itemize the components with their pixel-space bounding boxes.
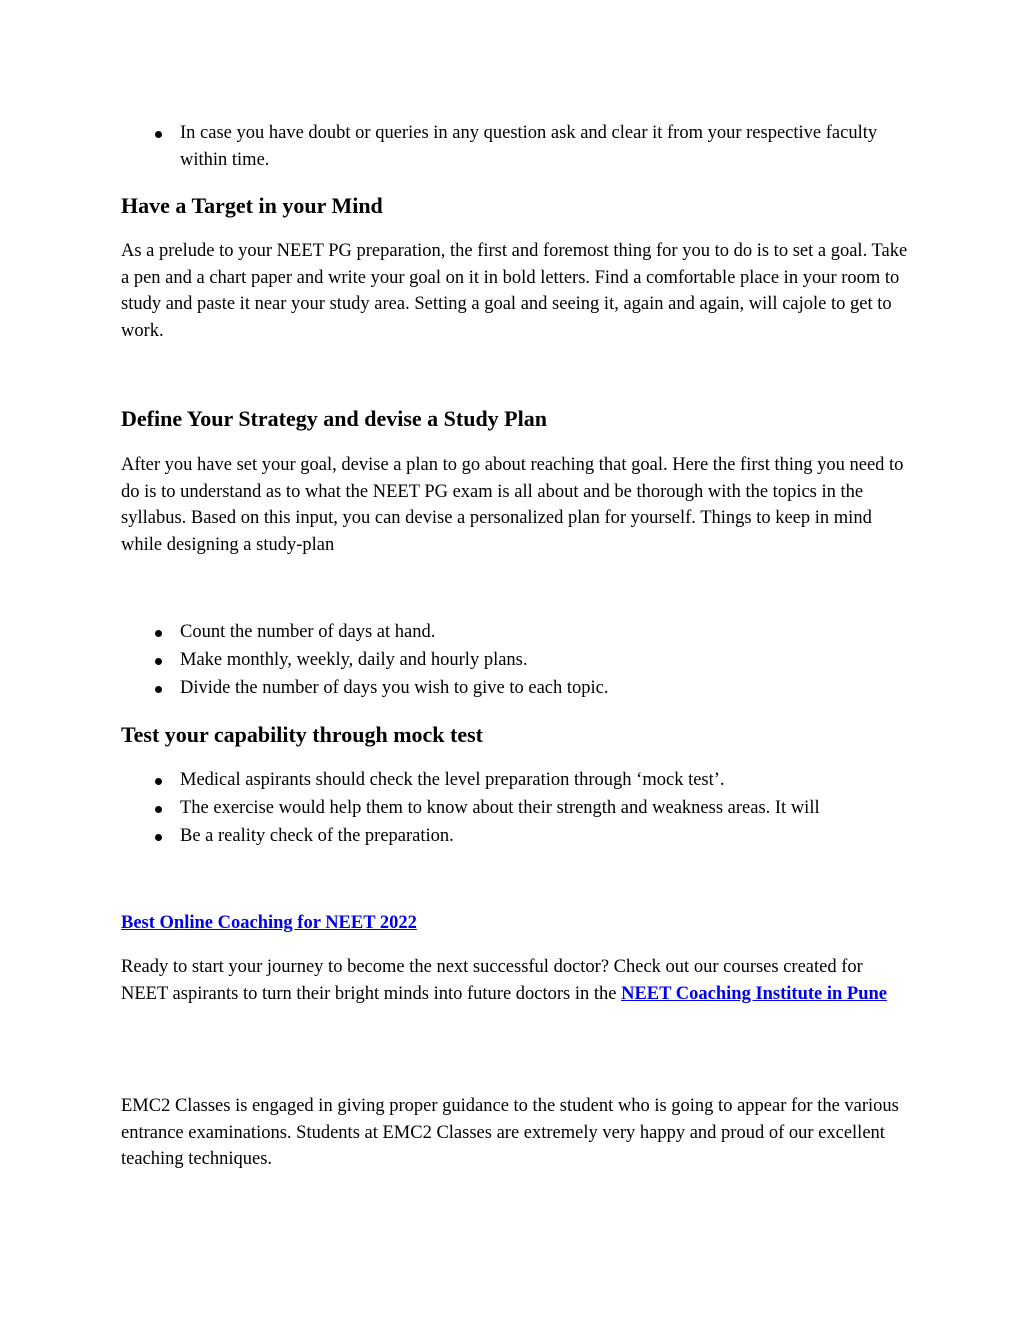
list-item [121,647,911,674]
intro-bullet-list [121,120,911,174]
section-heading-target: Have a Target in your Mind [121,193,383,218]
bullet-icon [155,834,162,841]
section-heading-strategy: Define Your Strategy and devise a Study Plan [121,406,547,431]
paragraph-strategy: After you have set your goal, devise a plan to go about reaching that goal. Here the first thing you need to do is to understand as to what the NEET PG exam is all about and be thorough with the topics in the syllabus. Based on this input, you can devise a personalized plan for yourself. Things to keep in mind while designing a study-plan [121,455,904,555]
list-item-text: Medical aspirants should check the level preparation through ‘mock test’. [180,770,725,790]
best-online-coaching-link[interactable]: Best Online Coaching for NEET 2022 [121,913,417,933]
bullet-icon [155,658,162,665]
list-item-text: The exercise would help them to know about their strength and weakness areas. It will [180,798,820,818]
list-item-text: In case you have doubt or queries in any question ask and clear it from your respective faculty within time. [180,123,878,170]
bullet-icon [155,686,162,693]
closing-paragraph: EMC2 Classes is engaged in giving proper guidance to the student who is going to appear for the various entrance examinations. Students at EMC2 Classes are extremely very happy and proud of our excellent teaching techniques. [121,1096,899,1169]
list-item-text: Count the number of days at hand. [180,622,436,642]
coaching-link-paragraph [121,910,911,937]
list-item [121,823,911,850]
list-item-text: Make monthly, weekly, daily and hourly plans. [180,650,528,670]
bullet-icon [155,778,162,785]
list-item [121,795,911,822]
paragraph-target: As a prelude to your NEET PG preparation, the first and foremost thing for you to do is to set a goal. Take a pen and a chart paper and write your goal on it in bold letters. Find a comfortable place in your room to study and paste it near your study area. Setting a goal and seeing it, again and again, will cajole to get to work. [121,241,908,341]
coaching-paragraph [121,954,911,1007]
coaching-paragraph-text: Ready to start your journey to become the next successful doctor? Check out our courses created for NEET aspirants to turn their bright minds into future doctors in the [121,957,863,1004]
list-item [121,619,911,646]
list-item-text: Be a reality check of the preparation. [180,826,454,846]
neet-coaching-pune-link[interactable]: NEET Coaching Institute in Pune [621,983,888,1004]
list-item [121,767,911,794]
bullet-icon [155,131,162,138]
section-heading-mock: Test your capability through mock test [121,722,484,747]
strategy-bullet-list [121,619,911,702]
bullet-icon [155,806,162,813]
bullet-icon [155,630,162,637]
mock-bullet-list [121,767,911,850]
list-item [121,120,911,174]
list-item-text: Divide the number of days you wish to give to each topic. [180,678,609,698]
list-item [121,675,911,702]
